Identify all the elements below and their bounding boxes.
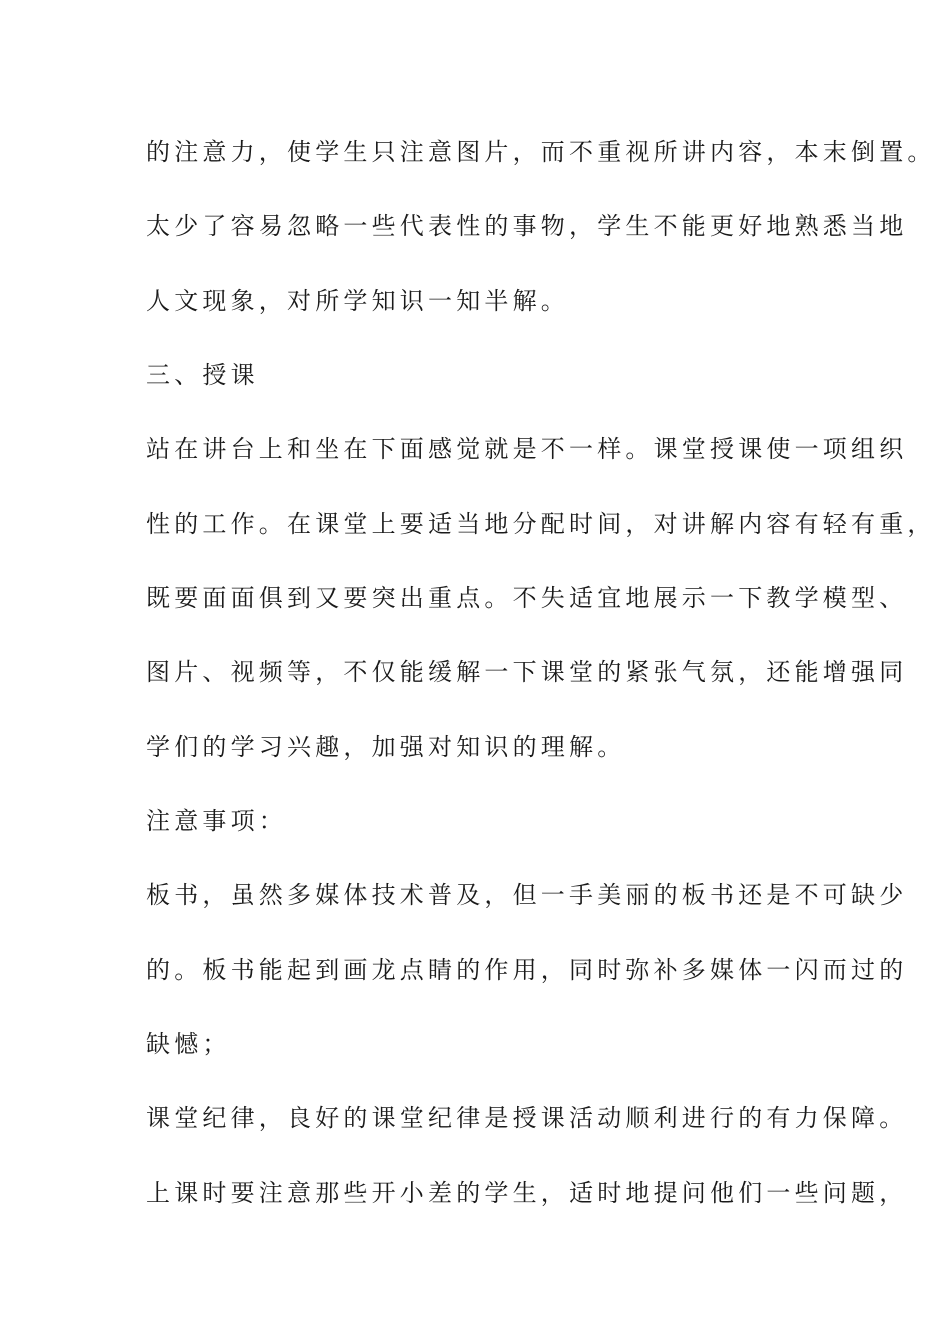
text-line: 缺憾；: [146, 1030, 231, 1058]
subsection-heading: 注意事项：: [146, 807, 287, 835]
text-line: 的注意力，使学生只注意图片，而不重视所讲内容，本末倒置。: [146, 138, 936, 166]
text-line: 板书，虽然多媒体技术普及，但一手美丽的板书还是不可缺少: [146, 881, 908, 909]
text-line: 站在讲台上和坐在下面感觉就是不一样。课堂授课使一项组织: [146, 435, 908, 463]
text-line: 太少了容易忽略一些代表性的事物，学生不能更好地熟悉当地: [146, 212, 908, 240]
text-line: 既要面面俱到又要突出重点。不失适宜地展示一下教学模型、: [146, 584, 908, 612]
text-line: 上课时要注意那些开小差的学生，适时地提问他们一些问题，: [146, 1179, 908, 1207]
text-line: 图片、视频等，不仅能缓解一下课堂的紧张气氛，还能增强同: [146, 658, 908, 686]
text-line: 性的工作。在课堂上要适当地分配时间，对讲解内容有轻有重，: [146, 510, 936, 538]
text-line: 人文现象，对所学知识一知半解。: [146, 287, 569, 315]
text-line: 学们的学习兴趣，加强对知识的理解。: [146, 733, 626, 761]
section-heading: 三、授课: [146, 361, 259, 389]
text-line: 课堂纪律，良好的课堂纪律是授课活动顺利进行的有力保障。: [146, 1104, 908, 1132]
text-line: 的。板书能起到画龙点睛的作用，同时弥补多媒体一闪而过的: [146, 956, 908, 984]
